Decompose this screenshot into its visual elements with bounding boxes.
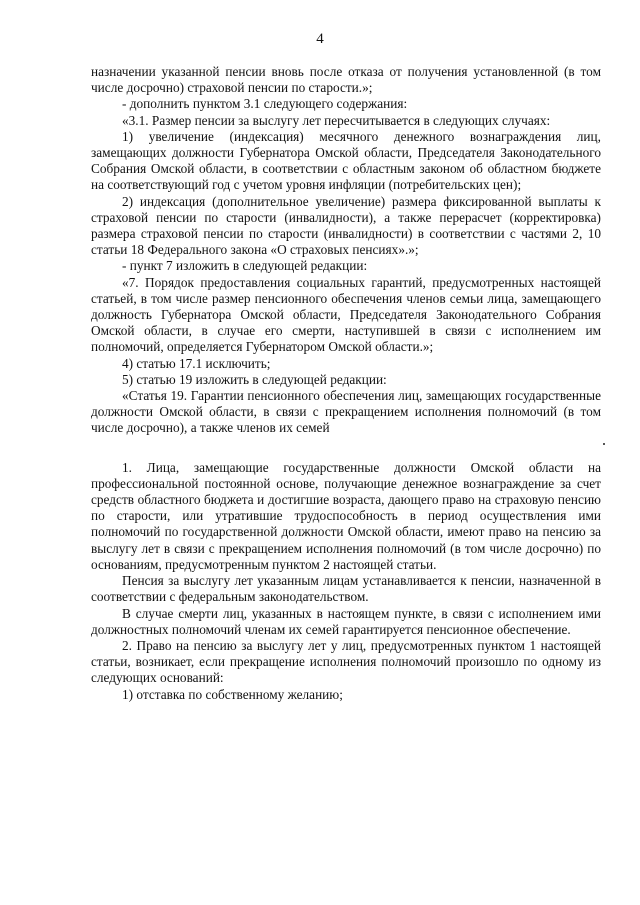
paragraph-pension-refusal-end: назначении указанной пенсии вновь после отказа от получения установленной (в том числе досрочно) страховой пенсии по старости.»; [91,64,601,96]
section-gap [91,437,601,460]
paragraph-article-19-title: «Статья 19. Гарантии пенсионного обеспечения лиц, замещающих государственные должности Омской области, в связи с прекращением исполнения полномочий (в том числе досрочно), а также членов их семей [91,388,601,436]
paragraph-point-3-1-item-2: 2) индексация (дополнительное увеличение) размера фиксированной выплаты к страховой пенсии по старости (инвалидности), а также перерасчет (корректировка) размера страховой пенсии по старости (инвалидности) в соответствии с частями 2, 10 статьи 18 Федерального закона «О страховых пенсиях».»; [91,193,601,258]
paragraph-death-case: В случае смерти лиц, указанных в настоящем пункте, в связи с исполнением ими должностных полномочий членам их семей гарантируется пенсионное обеспечение. [91,605,601,637]
paragraph-article-17-1-repeal: 4) статью 17.1 исключить; [122,355,271,371]
paragraph-point-7-amend: - пункт 7 изложить в следующей редакции: [122,258,368,274]
document-body [91,64,601,703]
paragraph-article-19-point-1: 1. Лица, замещающие государственные должности Омской области на профессиональной постоянной основе, получающие денежное вознаграждение за счет средств областного бюджета и достигшие возраста, дающего право на страховую пенсию по старости, или утратившие трудоспособность в период осуществления ими полномочий по государственной должности Омской области, имеют право на пенсию за выслугу лет в связи с прекращением исполнения полномочий (в том числе досрочно) по основаниям, предусмотренным пунктом 2 настоящей статьи. [91,459,601,572]
paragraph-article-19-point-2: 2. Право на пенсию за выслугу лет у лиц, предусмотренных пунктом 1 настоящей статьи, возникает, если прекращение исполнения полномочий произошло по одному из следующих оснований: [91,637,601,686]
paragraph-article-19-amend: 5) статью 19 изложить в следующей редакции: [122,371,387,387]
scan-speck [603,443,605,445]
paragraph-add-point-3-1: - дополнить пунктом 3.1 следующего содержания: [122,96,408,112]
paragraph-point-2-item-1: 1) отставка по собственному желанию; [122,686,343,702]
paragraph-point-3-1-intro: «3.1. Размер пенсии за выслугу лет пересчитывается в следующих случаях: [122,112,551,128]
paragraph-point-7-text: «7. Порядок предоставления социальных гарантий, предусмотренных настоящей статьей, в том числе размер пенсионного обеспечения членов семьи лица, замещающего должность Губернатора Омской области, Председателя Законодательного Собрания Омской области, в случае его смерти, наступившей в связи с исполнением им полномочий, определяется Губернатором Омской области.»; [91,274,601,355]
paragraph-point-3-1-item-1: 1) увеличение (индексация) месячного денежного вознаграждения лиц, замещающих должности Губернатора Омской области, Председателя Законодательного Собрания Омской области, в соответствии с областным законом об областном бюджете на соответствующий год с учетом уровня инфляции (потребительских цен); [91,128,601,193]
paragraph-pension-established: Пенсия за выслугу лет указанным лицам устанавливается к пенсии, назначенной в соответствии с федеральным законодательством. [91,573,601,605]
page-number: 4 [316,31,324,47]
